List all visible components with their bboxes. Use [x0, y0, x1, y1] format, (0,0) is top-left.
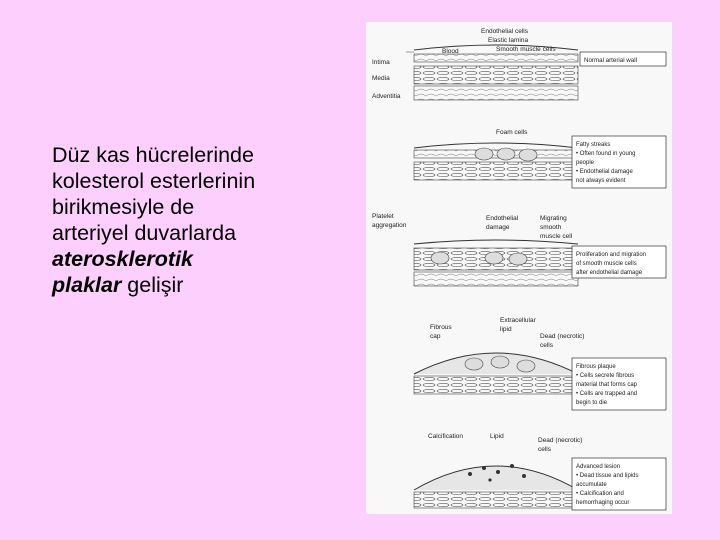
text-line: kolesterol esterlerinin	[52, 169, 256, 193]
label-muscle-cell: muscle cell	[540, 233, 573, 240]
emphasis-term: aterosklerotik	[52, 247, 194, 271]
label-adventitia: Adventitia	[372, 93, 401, 100]
label-smooth: smooth	[540, 224, 562, 231]
text-line: birikmesiyle de	[52, 195, 195, 219]
label-platelet: Platelet	[372, 213, 394, 220]
box-line: of smooth muscle cells	[576, 261, 637, 267]
label-calcification: Calcification	[428, 433, 464, 440]
label-endothelial-cells: Endothelial cells	[481, 28, 528, 35]
label-lipid: lipid	[500, 326, 512, 333]
label-dead-cells: Dead (necrotic)	[538, 437, 583, 444]
box-line: Proliferation and migration	[576, 252, 647, 258]
text-line	[52, 272, 342, 298]
label-intima: Intima	[372, 59, 390, 66]
label-extracellular: Extracellular	[500, 317, 536, 324]
label-cells: cells	[540, 342, 554, 349]
box-line: material that forms cap	[576, 382, 638, 388]
box-line: not always evident	[576, 178, 626, 184]
label-elastic-lamina: Elastic lamina	[488, 37, 529, 44]
box-line: hemorrhaging occur	[576, 500, 630, 506]
box-line: people	[576, 160, 595, 166]
emphasis-term: plaklar	[52, 273, 122, 297]
box-line: accumulate	[576, 482, 607, 488]
text-line: Düz kas hücrelerinde	[52, 143, 254, 167]
box-line: Fibrous plaque	[576, 364, 616, 370]
label-dead-cells: Dead (necrotic)	[540, 333, 585, 340]
label-cells: cells	[538, 446, 552, 453]
label-lipid: Lipid	[490, 433, 504, 440]
slide-body-text	[52, 142, 342, 298]
box-line: Normal arterial wall	[584, 57, 637, 64]
box-line: • Dead tissue and lipids	[576, 473, 639, 479]
text-line: arteriyel duvarlarda	[52, 221, 237, 245]
label-fibrous: Fibrous	[430, 324, 452, 331]
text-tail: gelişir	[121, 273, 184, 297]
label-foam-cells: Foam cells	[496, 129, 528, 136]
box-line: Fatty streaks	[576, 142, 611, 148]
text-line	[52, 246, 342, 272]
box-line: begin to die	[576, 400, 608, 406]
label-migrating: Migrating	[540, 215, 567, 222]
atherosclerosis-stages-figure	[366, 22, 672, 514]
label-smooth-muscle-cells: Smooth muscle cells	[496, 46, 556, 53]
box-line: • Often found in young	[576, 151, 636, 157]
box-line: Advanced lesion	[576, 464, 621, 470]
box-line: after endothelial damage	[576, 270, 643, 276]
label-cap: cap	[430, 333, 441, 340]
box-line: • Cells secrete fibrous	[576, 373, 635, 379]
box-line: • Cells are trapped and	[576, 391, 638, 397]
box-line: • Calcification and	[576, 491, 624, 497]
label-aggregation: aggregation	[372, 222, 407, 229]
label-endothelial: Endothelial	[486, 215, 519, 222]
box-line: • Endothelial damage	[576, 169, 633, 175]
label-damage: damage	[486, 224, 510, 231]
label-media: Media	[372, 75, 390, 82]
label-blood: Blood	[442, 48, 459, 55]
